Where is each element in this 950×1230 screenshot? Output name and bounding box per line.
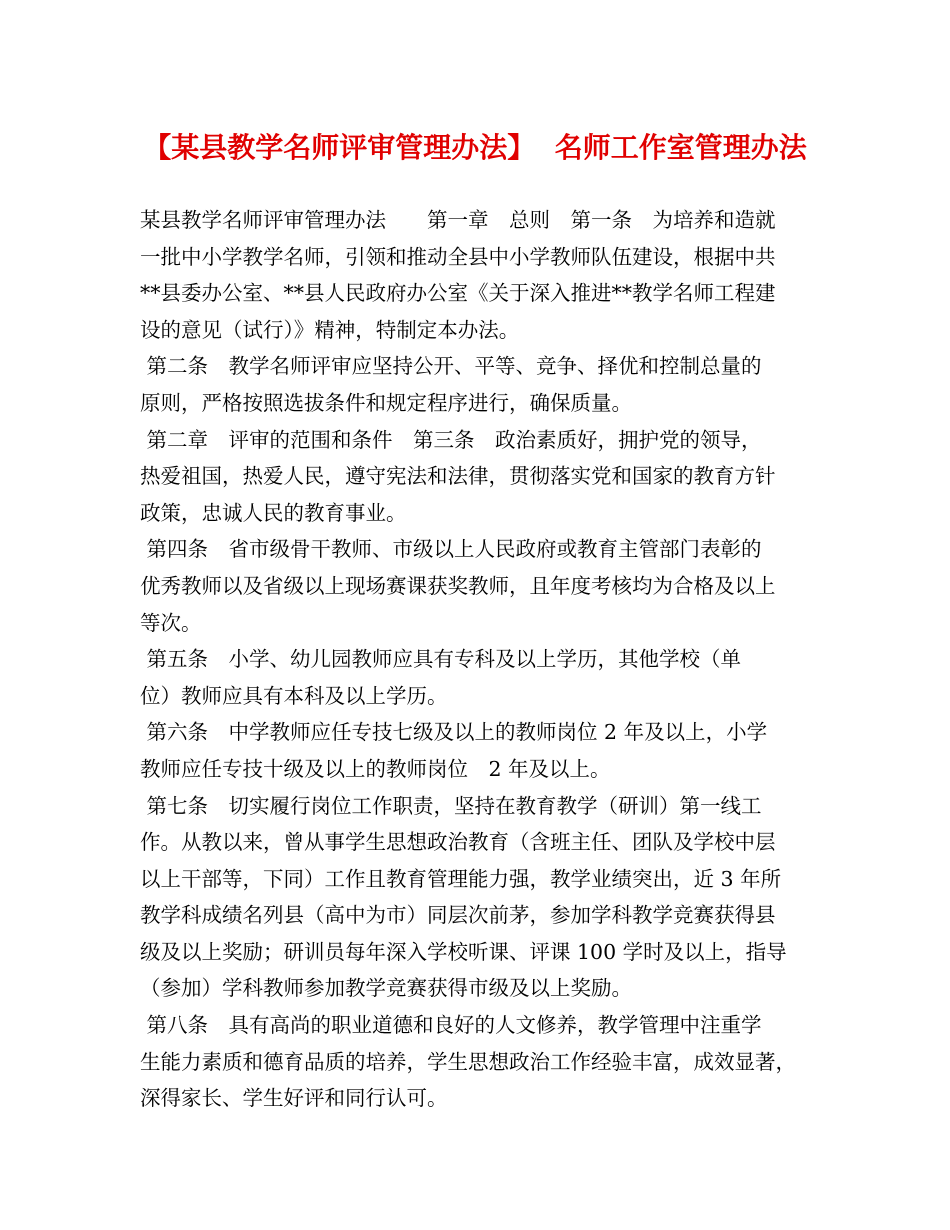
body-line: 位）教师应具有本科及以上学历。 [140, 683, 448, 708]
body-line: 生能力素质和德育品质的培养，学生思想政治工作经验丰富，成效显著， [140, 1049, 796, 1074]
body-line: 第七条 切实履行岗位工作职责，坚持在教育教学（研训）第一线工 [140, 793, 762, 818]
body-line: 作。从教以来，曾从事学生思想政治教育（含班主任、团队及学校中层 [140, 830, 776, 855]
body-line: 级及以上奖励；研训员每年深入学校听课、评课 100 学时及以上，指导 [140, 939, 787, 964]
body-line: 以上干部等，下同）工作且教育管理能力强，教学业绩突出，近 3 年所 [140, 866, 782, 891]
body-line: 教师应任专技十级及以上的教师岗位 2 年及以上。 [140, 756, 611, 781]
body-line: 第五条 小学、幼儿园教师应具有专科及以上学历，其他学校（单 [140, 647, 742, 672]
body-line: 热爱祖国，热爱人民，遵守宪法和法律，贯彻落实党和国家的教育方针 [140, 464, 776, 489]
document-body [140, 202, 840, 1117]
body-line: 第二章 评审的范围和条件 第三条 政治素质好，拥护党的领导， [140, 427, 762, 452]
body-line: 优秀教师以及省级以上现场赛课获奖教师，且年度考核均为合格及以上 [140, 573, 776, 598]
body-line: 政策，忠诚人民的教育事业。 [140, 500, 407, 525]
body-line: 原则，严格按照选拔条件和规定程序进行，确保质量。 [140, 390, 632, 415]
document-title [0, 128, 950, 168]
body-line: 第八条 具有高尚的职业道德和良好的人文修养，教学管理中注重学 [140, 1013, 762, 1038]
body-line: 第四条 省市级骨干教师、市级以上人民政府或教育主管部门表彰的 [140, 537, 762, 562]
body-line: 第六条 中学教师应任专技七级及以上的教师岗位 2 年及以上，小学 [140, 720, 768, 745]
body-line: 设的意见（试行）》精神，特制定本办法。 [140, 317, 520, 342]
document-title-main: 【某县教学名师评审管理办法】 [143, 131, 536, 164]
body-line: 等次。 [140, 610, 202, 635]
body-line: 某县教学名师评审管理办法 第一章 总则 第一条 为培养和造就 [140, 208, 776, 232]
document-title-sub: 名师工作室管理办法 [554, 131, 807, 164]
body-line: 第二条 教学名师评审应坚持公开、平等、竞争、择优和控制总量的 [140, 354, 762, 379]
title-gap [535, 131, 555, 164]
body-line: **县委办公室、**县人民政府办公室《关于深入推进**教学名师工程建 [140, 281, 776, 306]
body-line: 深得家长、学生好评和同行认可。 [140, 1086, 448, 1111]
body-line: （参加）学科教师参加教学竞赛获得市级及以上奖励。 [140, 976, 632, 1001]
body-line: 教学科成绩名列县（高中为市）同层次前茅，参加学科教学竞赛获得县 [140, 903, 776, 928]
body-line: 一批中小学教学名师，引领和推动全县中小学教师队伍建设，根据中共 [140, 244, 776, 269]
